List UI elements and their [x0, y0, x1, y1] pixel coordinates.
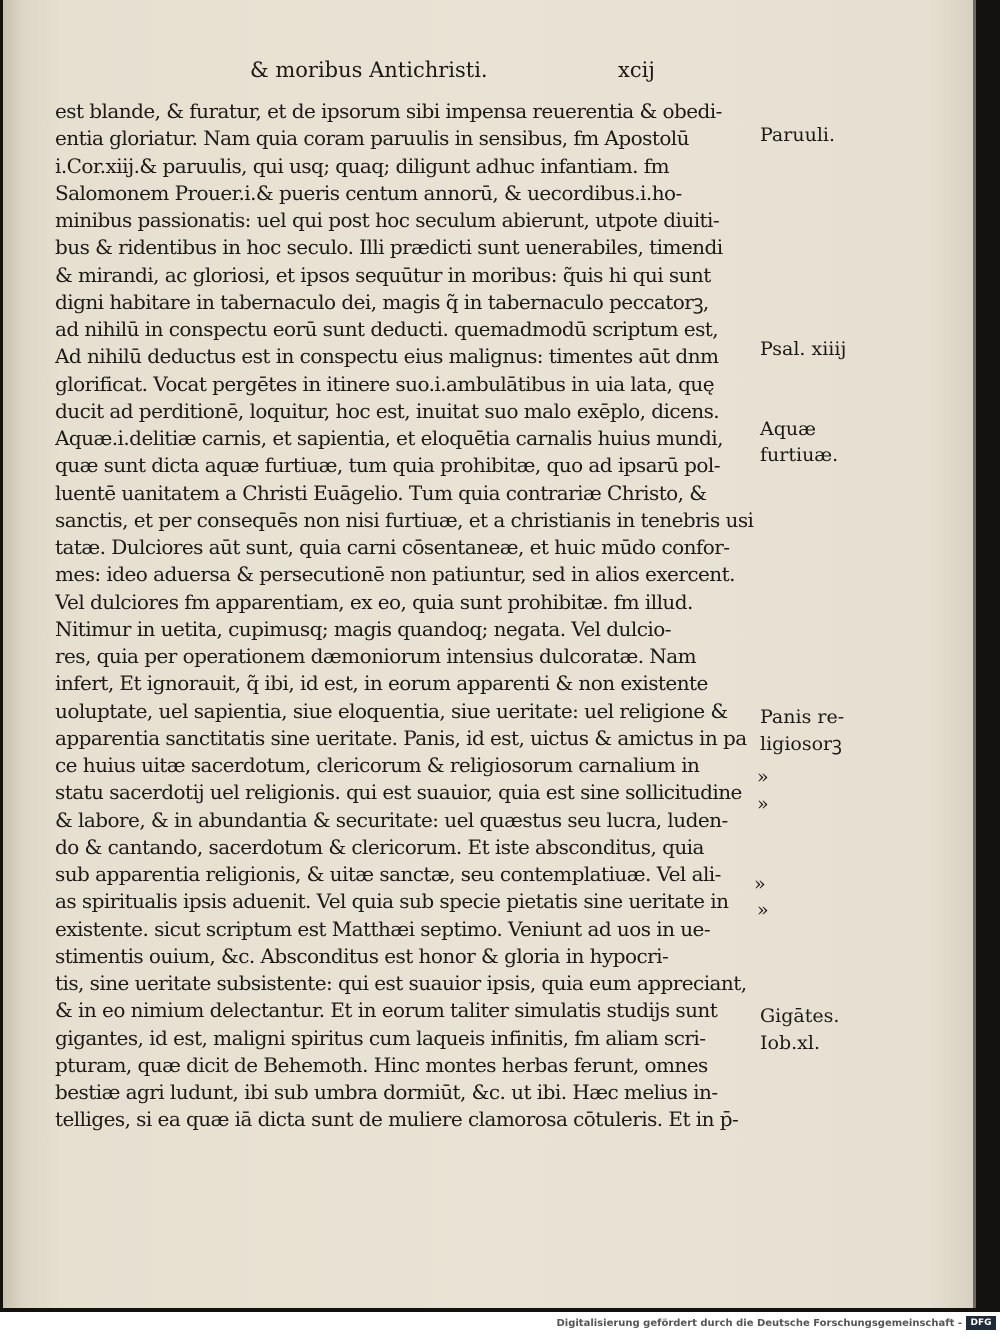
text-line: gigantes, id est, maligni spiritus cum laqueis infinitis, fm aliam scri- [55, 1025, 706, 1050]
marginal-note: » [757, 766, 769, 788]
text-line: res, quia per operationem dæmoniorum intensius dulcoratæ. Nam [55, 644, 697, 668]
footer-bar [0, 1312, 1000, 1339]
text-line: tis, sine ueritate subsistente: qui est suauior ipsis, quia eum appreciant, [55, 971, 747, 995]
text-line: statu sacerdotij uel religionis. qui est suauior, quia est sine sollicitudine [55, 780, 742, 805]
marginal-note: Gigātes. [760, 1005, 840, 1027]
text-line: ducit ad perditionē, loquitur, hoc est, inuitat suo malo exēplo, dicens. [55, 398, 720, 423]
text-line: bus & ridentibus in hoc seculo. Illi prædicti sunt uenerabiles, timendi [55, 235, 723, 260]
funding-credit: Digitalisierung gefördert durch die Deutsche Forschungsgemeinschaft - [556, 1318, 962, 1329]
text-line: quæ sunt dicta aquæ furtiuæ, tum quia prohibitæ, quo ad ipsarū pol- [55, 453, 720, 478]
text-line: minibus passionatis: uel qui post hoc seculum abierunt, utpote diuiti- [55, 208, 720, 232]
text-line: Ad nihilū deductus est in conspectu eius malignus: timentes aūt dnm [55, 344, 719, 369]
marginal-note: Psal. xiiij [760, 338, 847, 360]
folio-number: xcij [618, 58, 655, 82]
text-line: Salomonem Prouer.i.& pueris centum annorū, & uecordibus.i.ho- [55, 180, 682, 205]
text-line: Nitimur in uetita, cupimusq; magis quandoq; negata. Vel dulcio- [55, 616, 671, 641]
book-page [3, 0, 976, 1308]
marginal-note: Aquæ [760, 418, 816, 440]
marginal-note: » [754, 873, 766, 895]
text-line: est blande, & furatur, et de ipsorum sibi impensa reuerentia & obedi- [55, 99, 722, 123]
text-line: stimentis ouium, &c. Absconditus est honor & gloria in hypocri- [55, 943, 669, 968]
marginal-note: » [757, 793, 769, 815]
text-line: infert, Et ignorauit, q̃ ibi, id est, in eorum apparenti & non existente [55, 671, 708, 696]
text-line: Aquæ.i.delitiæ carnis, et sapientia, et eloquētia carnalis huius mundi, [55, 426, 723, 450]
text-line: & mirandi, ac gloriosi, et ipsos sequūtur in moribus: q̃uis hi qui sunt [55, 262, 711, 287]
text-line: luentē uanitatem a Christi Euāgelio. Tum quia contrariæ Christo, & [55, 480, 707, 505]
marginal-note: Iob.xl. [760, 1032, 820, 1054]
text-line: do & cantando, sacerdotum & clericorum. Et iste absconditus, quia [55, 834, 704, 859]
marginal-note: Panis re- [760, 706, 845, 728]
text-line: & in eo nimium delectantur. Et in eorum taliter simulatis studijs sunt [55, 998, 718, 1023]
body-text [55, 98, 755, 1134]
marginal-note: » [757, 899, 769, 921]
text-line: i.Cor.xiij.& paruulis, qui usq; quaq; diligunt adhuc infantiam. fm [55, 153, 670, 178]
marginal-note: Paruuli. [760, 124, 836, 146]
text-line: sub apparentia religionis, & uitæ sanctæ, seu contemplatiuæ. Vel ali- [55, 862, 721, 886]
text-line: telliges, si ea quæ iā dicta sunt de muliere clamorosa cōtuleris. Et in p̄- [55, 1107, 739, 1132]
text-line: tatæ. Dulciores aūt sunt, quia carni cōsentaneæ, et huic mūdo confor- [55, 535, 730, 559]
text-line: ce huius uitæ sacerdotum, clericorum & religiosorum carnalium in [55, 753, 700, 777]
page-edge [973, 0, 976, 1308]
text-line: entia gloriatur. Nam quia coram paruulis in sensibus, fm Apostolū [55, 126, 689, 151]
text-line: Vel dulciores fm apparentiam, ex eo, quia sunt prohibitæ. fm illud. [55, 589, 693, 614]
text-line: sanctis, et per consequēs non nisi furtiuæ, et a christianis in tenebris usi [55, 507, 754, 532]
text-line: ad nihilū in conspectu eorū sunt deducti. quemadmodū scriptum est, [55, 317, 719, 341]
text-line: bestiæ agri ludunt, ibi sub umbra dormiūt, &c. ut ibi. Hæc melius in- [55, 1080, 718, 1104]
text-line: pturam, quæ dicit de Behemoth. Hinc montes herbas ferunt, omnes [55, 1052, 708, 1077]
marginal-note: furtiuæ. [760, 444, 839, 466]
text-line: existente. sicut scriptum est Matthæi septimo. Veniunt ad uos in ue- [55, 916, 711, 941]
marginal-note: ligiosorꝫ [760, 733, 842, 755]
running-title: & moribus Antichristi. [250, 58, 488, 82]
text-line: apparentia sanctitatis sine ueritate. Panis, id est, uictus & amictus in pa [55, 725, 747, 750]
text-line: as spiritualis ipsis aduenit. Vel quia sub specie pietatis sine ueritate in [55, 889, 729, 914]
dfg-logo: DFG [966, 1316, 996, 1330]
text-line: glorificat. Vocat pergētes in itinere suo.i.ambulātibus in uia lata, quę [55, 371, 714, 396]
text-line: & labore, & in abundantia & securitate: uel quæstus seu lucra, luden- [55, 807, 728, 832]
page-header [250, 58, 670, 92]
text-line: digni habitare in tabernaculo dei, magis q̃ in tabernaculo peccatorꝫ, [55, 289, 709, 314]
text-line: uoluptate, uel sapientia, siue eloquentia, siue ueritate: uel religione & [55, 698, 728, 723]
text-line: mes: ideo aduersa & persecutionē non patiuntur, sed in alios exercent. [55, 562, 735, 587]
